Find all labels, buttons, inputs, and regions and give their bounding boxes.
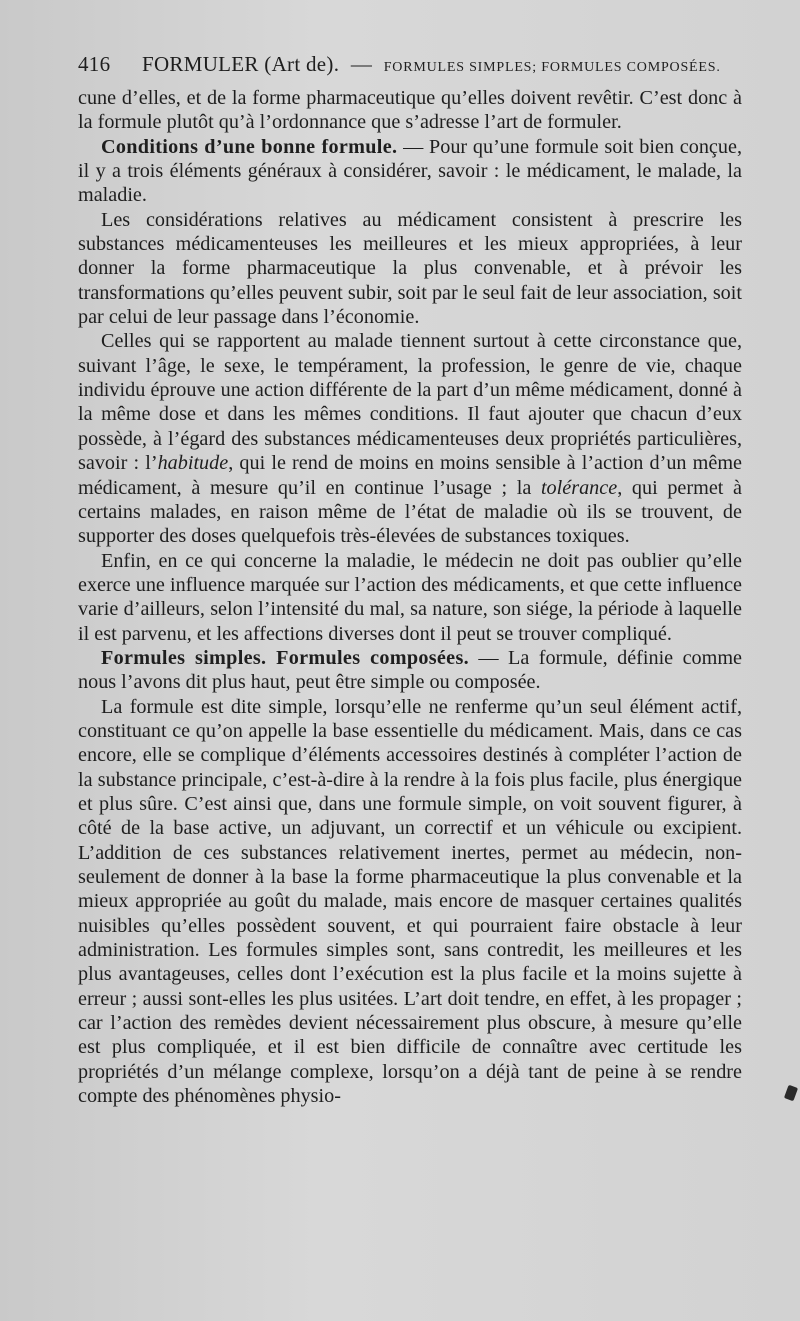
section-heading-conditions: Conditions d’une bonne formule. xyxy=(101,135,398,158)
header-title: FORMULER (Art de). xyxy=(141,52,340,76)
margin-mark xyxy=(784,1085,798,1102)
paragraph-malade-text-b: , qui le rend de moins en moins sensible à l’action d’un même médicament, à mesure qu’il en continue l’usage ; la xyxy=(78,452,742,499)
page-number: 416 xyxy=(78,52,111,76)
paragraph-formule-simple: La formule est dite simple, lorsqu’elle ne renferme qu’un seul élément actif, constituant ce qu’on appelle la base essentielle du médicament. Mais, dans ce cas encore, elle se complique d’éléments accessoires destinés à compléter l’action de la substance principale, c’est-à-dire à la rendre à la fois plus facile, plus énergique et plus sûre. C’est ainsi que, dans une formule simple, on voit souvent figurer, à côté de la base active, un adjuvant, un correctif et un véhicule ou excipient. L’addition de ces substances relativement inertes, permet au médecin, non-seulement de donner à la base la forme pharmaceutique la plus convenable et la mieux appropriée au goût du malade, mais encore de masquer certaines qualités nuisibles qu’elles possèdent souvent, et qui pourraient faire obstacle à leur administration. Les formules simples sont, sans contredit, les meilleures et les plus avantageuses, celles dont l’exécution est la plus facile et la moins sujette à erreur ; aussi sont-elles les plus usitées. L’art doit tendre, en effet, à les propager ; car l’action des remèdes devient nécessairement plus obscure, à mesure qu’elle est plus compliquée, et il est bien difficile de connaître avec certitude les propriétés d’un mélange complexe, lorsqu’on a déjà tant de peine à se rendre compte des phénomènes physio- xyxy=(78,695,742,1108)
section-heading-formules: Formules simples. Formules composées. xyxy=(101,646,469,669)
paragraph-conditions xyxy=(78,135,742,208)
paragraph-malade-text-a: Celles qui se rapportent au malade tiennent surtout à cette circonstance que, suivant l’âge, le sexe, le tempérament, la profession, le genre de vie, chaque individu éprouve une action différente de la part d’un même médicament, donné à la même dose et dans les mêmes conditions. Il faut ajouter que chacun d’eux possède, à l’égard des substances médicamenteuses deux propriétés particulières, savoir : l’ xyxy=(78,330,742,475)
term-habitude: habitude xyxy=(157,452,229,475)
paragraph-medicament: Les considérations relatives au médicament consistent à prescrire les substances médicamenteuses les meilleures et les mieux appropriées, à leur donner la forme pharmaceutique la plus convenable, et à prévoir les transformations qu’elles peuvent subir, soit par le seul fait de leur association, soit par celui de leur passage dans l’économie. xyxy=(78,208,742,329)
paragraph-formules-text: — La formule, définie comme nous l’avons dit plus haut, peut être simple ou composée. xyxy=(78,646,742,694)
paragraph-malade xyxy=(78,329,742,548)
header-separator: — xyxy=(350,52,373,76)
paragraph-malade-text-c: , qui permet à certains malades, en raison même de l’état de maladie où ils se trouvent, de supporter des doses quelquefois très-élevées de substances toxiques. xyxy=(78,476,742,548)
running-header xyxy=(78,52,778,77)
paragraph-conditions-text: — Pour qu’une formule soit bien conçue, il y a trois éléments généraux à considérer, savoir : le médicament, le malade, la maladie. xyxy=(78,135,742,207)
paragraph-continued: cune d’elles, et de la forme pharmaceutique qu’elles doivent revêtir. C’est donc à la formule plutôt qu’à l’ordonnance que s’adresse l’art de formuler. xyxy=(78,87,742,134)
paragraph-maladie: Enfin, en ce qui concerne la maladie, le médecin ne doit pas oublier qu’elle exerce une influence marquée sur l’action des médicaments, et que cette influence varie d’ailleurs, selon l’intensité du mal, sa nature, son siége, la période à laquelle il est parvenu, et les affections diverses dont il peut se trouver compliqué. xyxy=(78,549,742,645)
header-subtitle: FORMULES SIMPLES; FORMULES COMPOSÉES. xyxy=(383,60,721,75)
term-tolerance: tolérance xyxy=(540,476,618,499)
body-text xyxy=(78,86,742,1108)
paragraph-formules xyxy=(78,646,742,695)
